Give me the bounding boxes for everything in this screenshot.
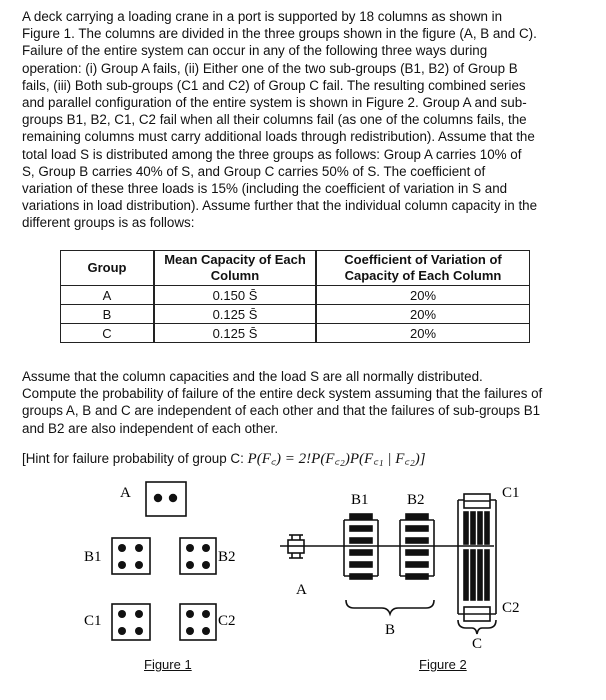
text-line: different groups is as follows: bbox=[22, 215, 195, 231]
group-b2-box bbox=[180, 538, 216, 574]
fig1-label-b2: B2 bbox=[218, 549, 236, 565]
hint-prefix: [Hint for failure probability of group C: bbox=[22, 451, 248, 466]
header-mean-capacity: Mean Capacity of Each Column bbox=[154, 251, 316, 286]
text-line: S, Group B carries 40% of S, and Group C carries 50% of S. The coefficient of bbox=[22, 163, 486, 179]
text-line: A deck carrying a loading crane in a port is supported by 18 columns as shown in bbox=[22, 9, 503, 24]
cell-group: A bbox=[61, 286, 155, 305]
text-line: remaining columns must carry additional loads through redistribution). Assume that the bbox=[22, 129, 535, 145]
text-line: total load S is distributed among the three groups as follows: Group A carries 10% of bbox=[22, 146, 522, 162]
header-group: Group bbox=[61, 251, 155, 286]
fig2-label-c2: C2 bbox=[502, 600, 520, 616]
cell-mean: 0.125 S̄ bbox=[154, 305, 316, 324]
fig2-label-b1: B1 bbox=[351, 492, 369, 508]
figure-2-caption: Figure 2 bbox=[419, 657, 467, 672]
fig2-label-b: B bbox=[385, 622, 396, 638]
text-line: variations in load distribution). Assume further that the individual column capacity in the bbox=[22, 198, 538, 214]
text-line: groups B1, B2, C1, C2 fail when all their columns fail (as one of the columns fails, the bbox=[22, 112, 527, 128]
fig2-label-c: C bbox=[472, 636, 483, 652]
fig2-label-c1: C1 bbox=[502, 485, 520, 501]
text-line: fails, (iii) Both sub-groups (C1 and C2) of Group C fail. The resulting combined series bbox=[22, 77, 526, 93]
group-b1-box bbox=[112, 538, 150, 574]
fig1-label-a: A bbox=[120, 485, 131, 501]
cell-group: C bbox=[61, 324, 155, 343]
text-line: operation: (i) Group A fails, (ii) Either one of the two sub-groups (B1, B2) of Group B bbox=[22, 60, 518, 76]
fig2-group-c bbox=[458, 494, 496, 621]
cell-mean: 0.125 S̄ bbox=[154, 324, 316, 343]
fig2-label-b2: B2 bbox=[407, 492, 425, 508]
fig1-label-c2: C2 bbox=[218, 613, 236, 629]
figure-1-caption: Figure 1 bbox=[144, 657, 192, 672]
text-line: Failure of the entire system can occur in any of the following three ways during bbox=[22, 43, 488, 59]
hint-formula: P(F꜀) = 2!P(F꜀₂)P(F꜀₁ | F꜀₂)] bbox=[247, 451, 426, 467]
cell-group: B bbox=[61, 305, 155, 324]
figure-2 bbox=[280, 494, 496, 634]
text-line: and B2 are also independent of each other. bbox=[22, 420, 279, 436]
b-group-brace bbox=[346, 600, 434, 614]
fig2-label-a: A bbox=[296, 582, 307, 598]
cell-mean: 0.150 S̄ bbox=[154, 286, 316, 305]
group-c2-box bbox=[180, 604, 216, 640]
fig1-label-c1: C1 bbox=[84, 613, 102, 629]
cell-cov: 20% bbox=[316, 324, 530, 343]
header-cov: Coefficient of Variation of Capacity of Each Column bbox=[316, 251, 530, 286]
group-a-box bbox=[146, 482, 186, 516]
text-line: groups A, B and C are independent of each other and that the failures of sub-groups B1 bbox=[22, 403, 541, 419]
cell-cov: 20% bbox=[316, 305, 530, 324]
text-line: Compute the probability of failure of the entire deck system assuming that the failures of bbox=[22, 386, 543, 402]
text-line: and parallel configuration of the entire system is shown in Figure 2. Group A and sub- bbox=[22, 95, 527, 111]
text-line: Figure 1. The columns are divided in the three groups shown in the figure (A, B and C). bbox=[22, 26, 537, 42]
text-line: variation of these three loads is 15% (including the coefficient of variation in S and bbox=[22, 181, 508, 197]
cell-cov: 20% bbox=[316, 286, 530, 305]
fig1-label-b1: B1 bbox=[84, 549, 102, 565]
group-c1-box bbox=[112, 604, 150, 640]
c-group-brace bbox=[458, 620, 496, 634]
text-line: Assume that the column capacities and the load S are all normally distributed. bbox=[22, 369, 483, 384]
figure-1 bbox=[84, 482, 236, 640]
